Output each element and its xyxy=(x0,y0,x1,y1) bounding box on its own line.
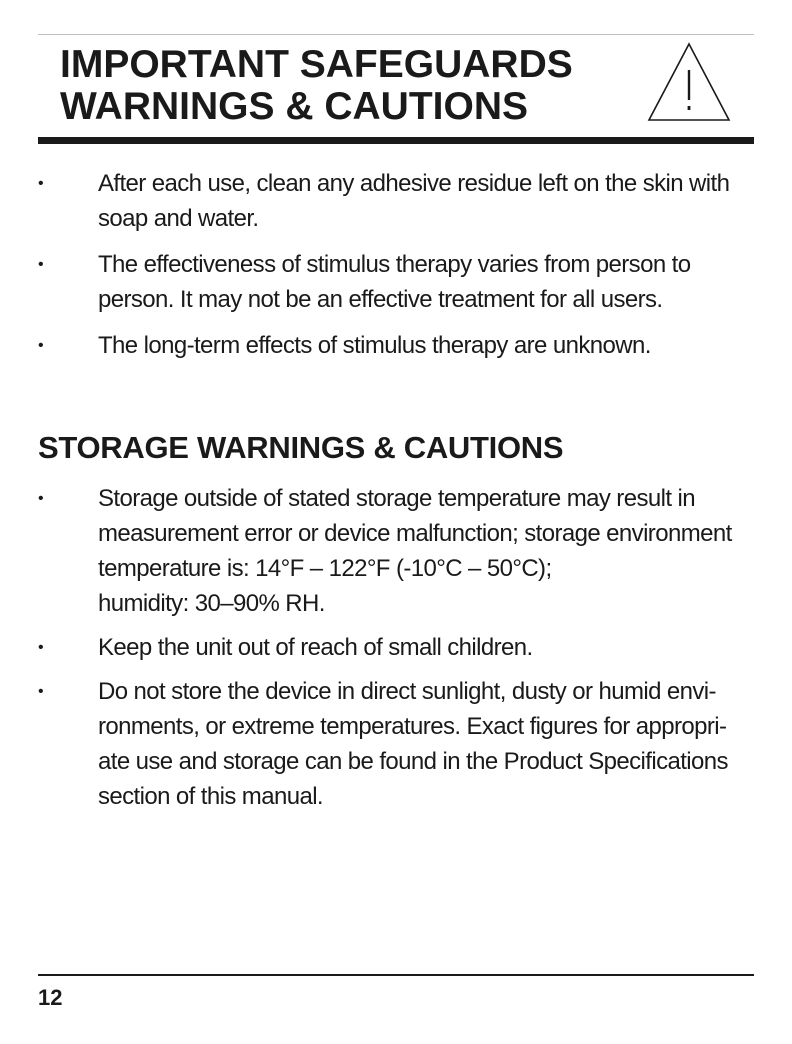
list-item xyxy=(0,674,792,814)
bullet-marker: • xyxy=(38,337,44,354)
bullet-marker: • xyxy=(38,683,44,700)
list-item xyxy=(0,247,792,317)
storage-warnings-list xyxy=(0,481,792,823)
top-divider xyxy=(38,34,754,35)
list-item-text: Do not store the device in direct sunlight, dusty or humid envi- ronments, or extreme temperatures. Exact figures for appropri- ate use and storage can be found in the Product Specifications section of this manual. xyxy=(98,678,728,810)
list-item xyxy=(0,630,792,665)
header-divider xyxy=(38,137,754,144)
list-item xyxy=(0,481,792,621)
warning-triangle-icon xyxy=(647,40,731,124)
list-item-text: Storage outside of stated storage temperature may result in measurement error or device malfunction; storage environment temperature is: 14°F – 122°F (-10°C – 50°C); humidity: 30–90% RH. xyxy=(98,485,732,617)
footer-divider xyxy=(38,974,754,976)
page-title-line-1: IMPORTANT SAFEGUARDS xyxy=(60,43,573,86)
list-item-text: The long-term effects of stimulus therapy are unknown. xyxy=(98,332,651,359)
list-item-text: The effectiveness of stimulus therapy varies from person to person. It may not be an effective treatment for all users. xyxy=(98,251,691,313)
bullet-marker: • xyxy=(38,490,44,507)
list-item xyxy=(0,166,792,236)
list-item-text: After each use, clean any adhesive residue left on the skin with soap and water. xyxy=(98,170,730,232)
page-title-line-2: WARNINGS & CAUTIONS xyxy=(60,85,528,128)
page-title xyxy=(60,44,573,128)
page-number: 12 xyxy=(38,985,63,1010)
bullet-marker: • xyxy=(38,639,44,656)
bullet-marker: • xyxy=(38,175,44,192)
safeguards-list xyxy=(0,166,792,374)
section-heading-storage: STORAGE WARNINGS & CAUTIONS xyxy=(38,430,564,465)
bullet-marker: • xyxy=(38,256,44,273)
list-item-text: Keep the unit out of reach of small children. xyxy=(98,634,533,661)
list-item xyxy=(0,328,792,363)
